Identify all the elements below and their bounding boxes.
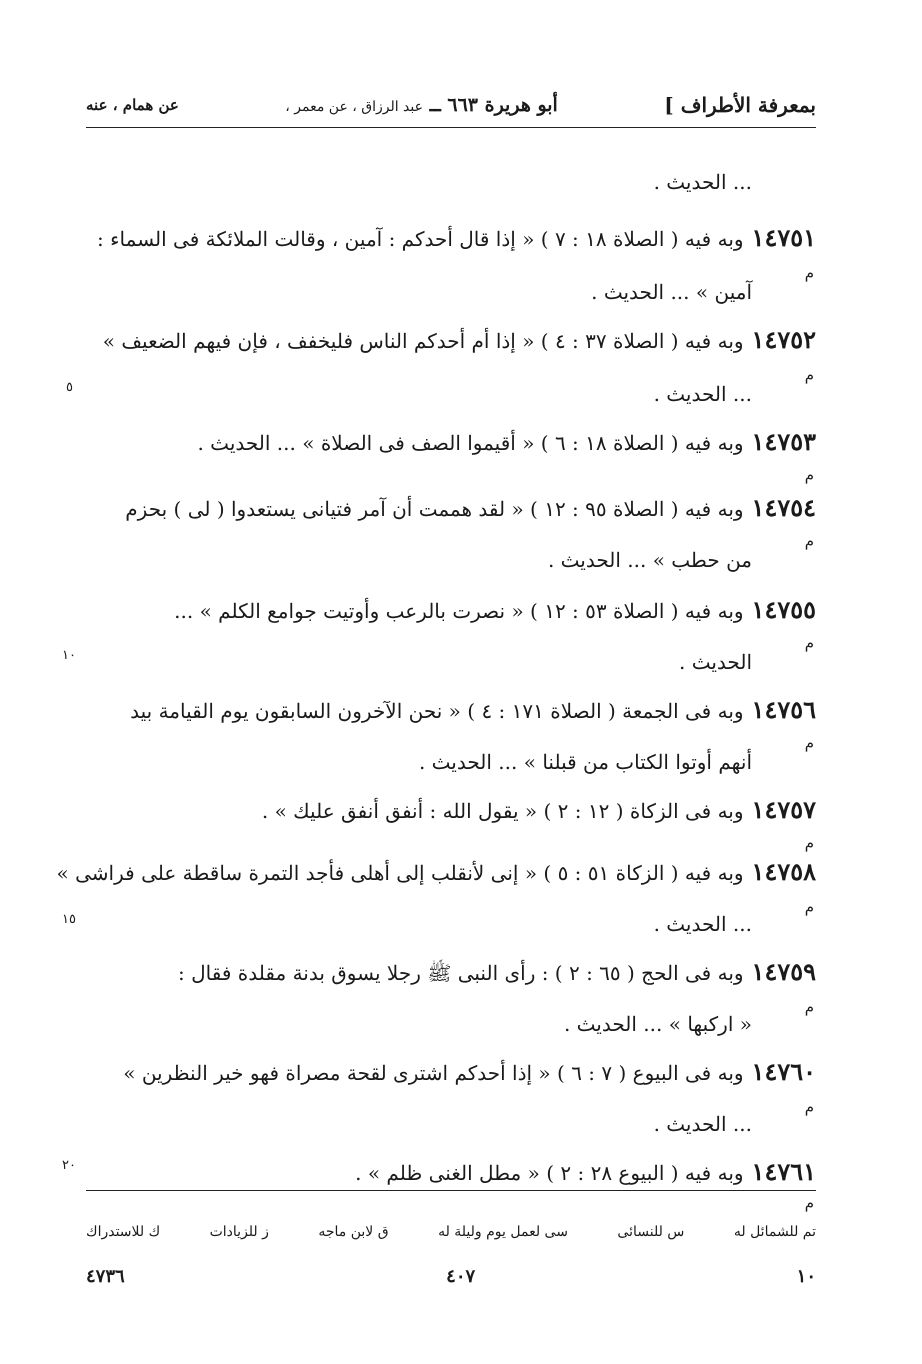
footer-rule (86, 1190, 816, 1191)
entry-line (86, 1158, 816, 1187)
mim-siglum: م (804, 1194, 814, 1212)
mim-siglum: م (804, 898, 814, 916)
entry-number: ١٤٧٥٤ (751, 493, 816, 522)
entry-text: وبه فيه ( الصلاة ٣٧ : ٤ ) « إذا أم أحدكم الناس فليخفف ، فإن فيهم الضعيف » (102, 329, 744, 353)
entry-line (86, 958, 816, 987)
sigla-legend (86, 1224, 816, 1240)
legend-item: ك للاستدراك (86, 1224, 161, 1240)
header-chapter-title: أبو هريرة ٦٦٣ ــ (429, 94, 558, 116)
entry-number: ١٤٧٥١ (751, 223, 816, 252)
header-chain: عبد الرزاق ، عن معمر ، (285, 99, 423, 115)
entry-line (86, 494, 816, 523)
mim-siglum: م (804, 532, 814, 550)
entry-number: ١٤٧٥٦ (751, 695, 816, 724)
margin-line-number: ٥ (66, 380, 73, 395)
entry-line (86, 596, 816, 625)
entry-line: ... الحديث . (653, 912, 752, 936)
entry-line (86, 428, 816, 457)
entry-line: أنهم أوتوا الكتاب من قبلنا » ... الحديث . (418, 750, 752, 774)
entry-number: ١٤٧٥٨ (751, 857, 816, 886)
legend-item: تم للشمائل له (733, 1224, 816, 1240)
entry-number: ١٤٧٥٧ (751, 795, 816, 824)
mim-siglum: م (804, 366, 814, 384)
entry-text: وبه فى الحج ( ٦٥ : ٢ ) : رأى النبى ﷺ رجلا يسوق بدنة مقلدة فقال : (178, 961, 744, 985)
entry-number: ١٤٧٥٣ (751, 427, 816, 456)
footer-volume: ١٠ (796, 1266, 816, 1287)
entry-line (86, 796, 816, 825)
entry-text: وبه فى الزكاة ( ١٢ : ٢ ) « يقول الله : أنفق أنفق عليك » . (261, 799, 744, 823)
entry-text: وبه فيه ( الصلاة ١٨ : ٦ ) « أقيموا الصف فى الصلاة » ... الحديث . (197, 431, 744, 455)
page-number: ٤٠٧ (446, 1266, 476, 1287)
entry-text: وبه فيه ( الزكاة ٥١ : ٥ ) « إنى لأنقلب إلى أهلى فأجد التمرة ساقطة على فراشى » (56, 861, 744, 885)
entry-text: وبه فى البيوع ( ٧ : ٦ ) « إذا أحدكم اشترى لقحة مصراة فهو خير النظرين » (123, 1061, 744, 1085)
entry-text: وبه فيه ( الصلاة ٩٥ : ١٢ ) « لقد هممت أن آمر فتيانى يستعدوا ( لى ) بحزم (125, 497, 744, 521)
mim-siglum: م (804, 466, 814, 484)
entry-line (86, 696, 816, 725)
margin-line-number: ١٠ (62, 648, 76, 663)
entry-number: ١٤٧٥٢ (751, 325, 816, 354)
legend-item: ز للزيادات (209, 1224, 269, 1240)
legend-item: سى لعمل يوم وليلة له (438, 1224, 568, 1240)
margin-line-number: ٢٠ (62, 1158, 76, 1173)
entry-text: وبه فى الجمعة ( الصلاة ١٧١ : ٤ ) « نحن الآخرون السابقون يوم القيامة بيد (130, 699, 744, 723)
entry-line (86, 1058, 816, 1087)
entry-text: وبه فيه ( البيوع ٢٨ : ٢ ) « مطل الغنى ظلم » . (355, 1161, 744, 1185)
entry-line (86, 326, 816, 355)
entry-line: ... الحديث . (653, 1112, 752, 1136)
entry-text: وبه فيه ( الصلاة ٥٣ : ١٢ ) « نصرت بالرعب وأوتيت جوامع الكلم » ... (174, 599, 744, 623)
mim-siglum: م (804, 998, 814, 1016)
legend-item: ق لابن ماجه (318, 1224, 389, 1240)
entry-line (56, 857, 816, 887)
entry-line: من حطب » ... الحديث . (547, 548, 752, 572)
header-rule (86, 127, 816, 128)
mim-siglum: م (804, 634, 814, 652)
entry-line (86, 224, 816, 253)
entry-line: ... الحديث . (653, 382, 752, 406)
legend-item: س للنسائى (617, 1224, 685, 1240)
entry-number: ١٤٧٦٠ (751, 1057, 816, 1086)
entry-text: وبه فيه ( الصلاة ١٨ : ٧ ) « إذا قال أحدكم : آمين ، وقالت الملائكة فى السماء : (97, 227, 744, 251)
mim-siglum: م (804, 834, 814, 852)
entry-line: « اركبها » ... الحديث . (563, 1012, 752, 1036)
mim-siglum: م (804, 264, 814, 282)
mim-siglum: م (804, 1098, 814, 1116)
entry-number: ١٤٧٥٩ (751, 957, 816, 986)
mim-siglum: م (804, 734, 814, 752)
entry-number: ١٤٧٦١ (751, 1157, 816, 1186)
entry-line: الحديث . (679, 650, 752, 674)
entry-line: آمين » ... الحديث . (591, 280, 752, 304)
margin-line-number: ١٥ (62, 912, 76, 927)
running-header (86, 84, 816, 126)
footer-sequence: ٤٧٣٦ (86, 1266, 125, 1287)
entry-number: ١٤٧٥٥ (751, 595, 816, 624)
page-footer (86, 1266, 816, 1287)
header-narrator: عن همام ، عنه (86, 96, 179, 114)
header-book-title: بمعرفة الأطراف ] (664, 93, 816, 117)
entry-continuation: ... الحديث . (653, 170, 752, 194)
header-chapter (285, 94, 558, 116)
